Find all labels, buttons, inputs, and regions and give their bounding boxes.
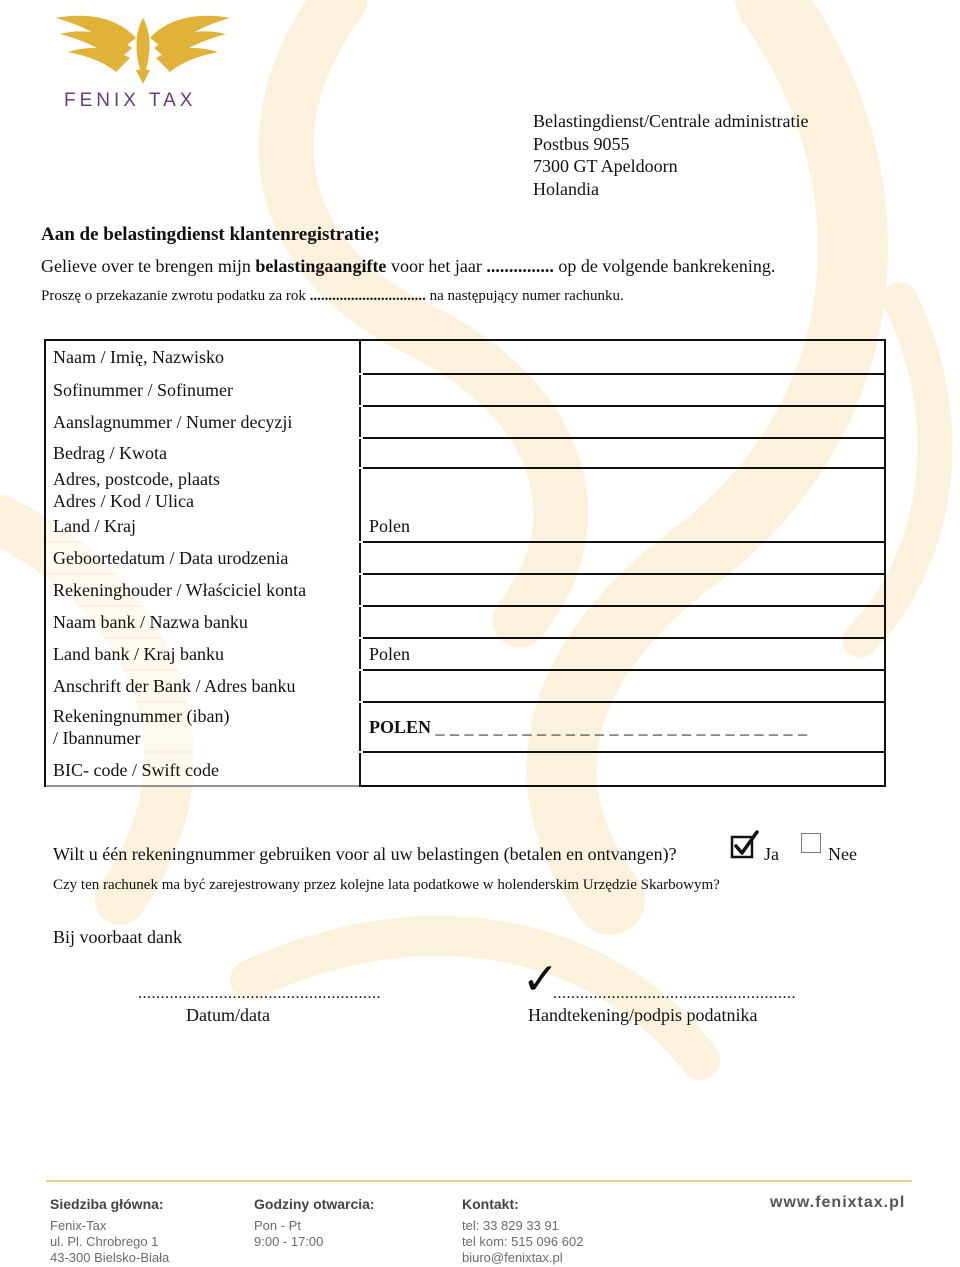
footer-hours — [254, 1196, 375, 1250]
taxpayer-form-table — [44, 339, 886, 787]
footer-phone: tel: 33 829 33 91 — [462, 1218, 559, 1233]
question-nl: Wilt u één rekeningnummer gebruiken voor al uw belastingen (betalen en ontvangen)? — [53, 844, 677, 864]
field-label: Anschrift der Bank / Adres banku — [46, 671, 361, 701]
footer-heading: Kontakt: — [462, 1196, 519, 1212]
field-label: / Ibannumer — [53, 728, 141, 748]
bank-name-field[interactable] — [361, 607, 886, 637]
footer-divider — [46, 1180, 912, 1182]
signature-line[interactable]: ...................................................... — [553, 985, 796, 1002]
form-row-land — [46, 511, 886, 541]
form-row-landbank — [46, 639, 886, 669]
request-text-part: Gelieve over te brengen mijn — [41, 256, 256, 276]
request-text-part: na następujący numer rachunku. — [425, 288, 624, 304]
option-yes-label: Ja — [764, 844, 779, 864]
amount-field[interactable] — [361, 439, 886, 467]
field-label: Adres, postcode, plaats — [53, 469, 220, 489]
iban-mask: _ _ _ _ _ _ _ _ _ _ _ _ _ _ _ _ _ _ _ _ _ _ _ _ _ _ — [435, 716, 808, 737]
address-line: Holandia — [533, 178, 599, 199]
form-row-houder — [46, 575, 886, 605]
form-row-anschrift — [46, 671, 886, 701]
field-label: Rekeninghouder / Właściciel konta — [46, 575, 361, 605]
field-label: Land / Kraj — [46, 511, 361, 541]
address-line: Belastingdienst/Centrale administratie — [533, 111, 809, 131]
question-pl: Czy ten rachunek ma być zarejestrowany przez kolejne lata podatkowe w holenderskim Urzędzie Skarbowym? — [53, 877, 720, 893]
year-blank[interactable]: ............... — [486, 256, 554, 276]
footer-heading: Siedziba główna: — [50, 1196, 164, 1212]
request-text-pl — [41, 288, 624, 305]
iban-prefix: POLEN — [369, 716, 432, 737]
date-label: Datum/data — [186, 1005, 270, 1025]
country-field[interactable]: Polen — [369, 515, 411, 536]
letter-heading: Aan de belastingdienst klantenregistratie; — [41, 224, 381, 245]
bank-country-field[interactable]: Polen — [369, 643, 411, 664]
form-row-bic — [46, 753, 886, 787]
field-label-group — [46, 469, 361, 511]
footer-website-link[interactable]: www.fenixtax.pl — [770, 1194, 906, 1211]
yes-checkbox-checked-icon[interactable] — [730, 830, 760, 860]
footer-email: biuro@fenixtax.pl — [462, 1250, 563, 1265]
form-row-sofi — [46, 375, 886, 405]
form-row-bedrag — [46, 439, 886, 467]
request-text-part: Proszę o przekazanie zwrotu podatku za rok — [41, 288, 310, 304]
recipient-address — [533, 110, 808, 200]
request-text-part: belastingaangifte — [255, 256, 387, 276]
closing-text: Bij voorbaat dank — [53, 927, 182, 947]
bic-field[interactable] — [361, 753, 886, 787]
footer-text: 43-300 Bielsko-Biała — [50, 1250, 170, 1265]
field-label: Land bank / Kraj banku — [46, 639, 361, 669]
form-row-aanslag — [46, 407, 886, 437]
logo-wordmark: FENIX TAX — [64, 90, 197, 111]
date-line[interactable]: ...................................................... — [138, 985, 381, 1002]
address-field[interactable] — [361, 469, 886, 511]
request-text-part: op de volgende bankrekening. — [553, 256, 776, 276]
field-label: BIC- code / Swift code — [46, 753, 361, 787]
form-row-geboorte — [46, 543, 886, 573]
form-row-name — [46, 341, 886, 373]
field-label: Naam bank / Nazwa banku — [46, 607, 361, 637]
form-row-adres — [46, 469, 886, 511]
footer-text: 9:00 - 17:00 — [254, 1234, 324, 1249]
aanslag-field[interactable] — [361, 407, 886, 437]
footer-mobile: tel kom: 515 096 602 — [462, 1234, 584, 1249]
option-no-label: Nee — [828, 844, 857, 864]
signature-checkmark-icon: ✓ — [522, 955, 559, 1004]
field-label: Rekeningnummer (iban) — [53, 706, 230, 726]
address-line: 7300 GT Apeldoorn — [533, 156, 678, 176]
footer-heading: Godziny otwarcia: — [254, 1196, 375, 1212]
field-label: Naam / Imię, Nazwisko — [46, 341, 361, 373]
footer-text: ul. Pl. Chrobrego 1 — [50, 1234, 159, 1249]
account-holder-field[interactable] — [361, 575, 886, 605]
sofi-field[interactable] — [361, 375, 886, 405]
iban-field[interactable] — [361, 703, 886, 751]
bank-address-field[interactable] — [361, 671, 886, 701]
year-blank[interactable]: ............................... — [309, 288, 426, 304]
request-text-nl — [41, 256, 775, 277]
footer-seat — [50, 1196, 169, 1266]
form-row-iban — [46, 703, 886, 751]
footer-text: Pon - Pt — [254, 1218, 301, 1233]
field-label: Aanslagnummer / Numer decyzji — [46, 407, 361, 437]
footer-text: Fenix-Tax — [50, 1218, 107, 1233]
field-label: Geboortedatum / Data urodzenia — [46, 543, 361, 573]
footer-contact — [462, 1196, 583, 1266]
address-line: Postbus 9055 — [533, 133, 630, 154]
field-label: Sofinummer / Sofinumer — [46, 375, 361, 405]
form-row-bank — [46, 607, 886, 637]
no-checkbox[interactable] — [801, 833, 821, 853]
birthdate-field[interactable] — [361, 543, 886, 573]
signature-label: Handtekening/podpis podatnika — [528, 1005, 758, 1025]
field-label: Bedrag / Kwota — [46, 439, 361, 467]
field-label-group — [46, 703, 361, 751]
name-field[interactable] — [361, 341, 886, 373]
field-label: Adres / Kod / Ulica — [53, 491, 194, 511]
request-text-part: voor het jaar — [386, 256, 487, 276]
